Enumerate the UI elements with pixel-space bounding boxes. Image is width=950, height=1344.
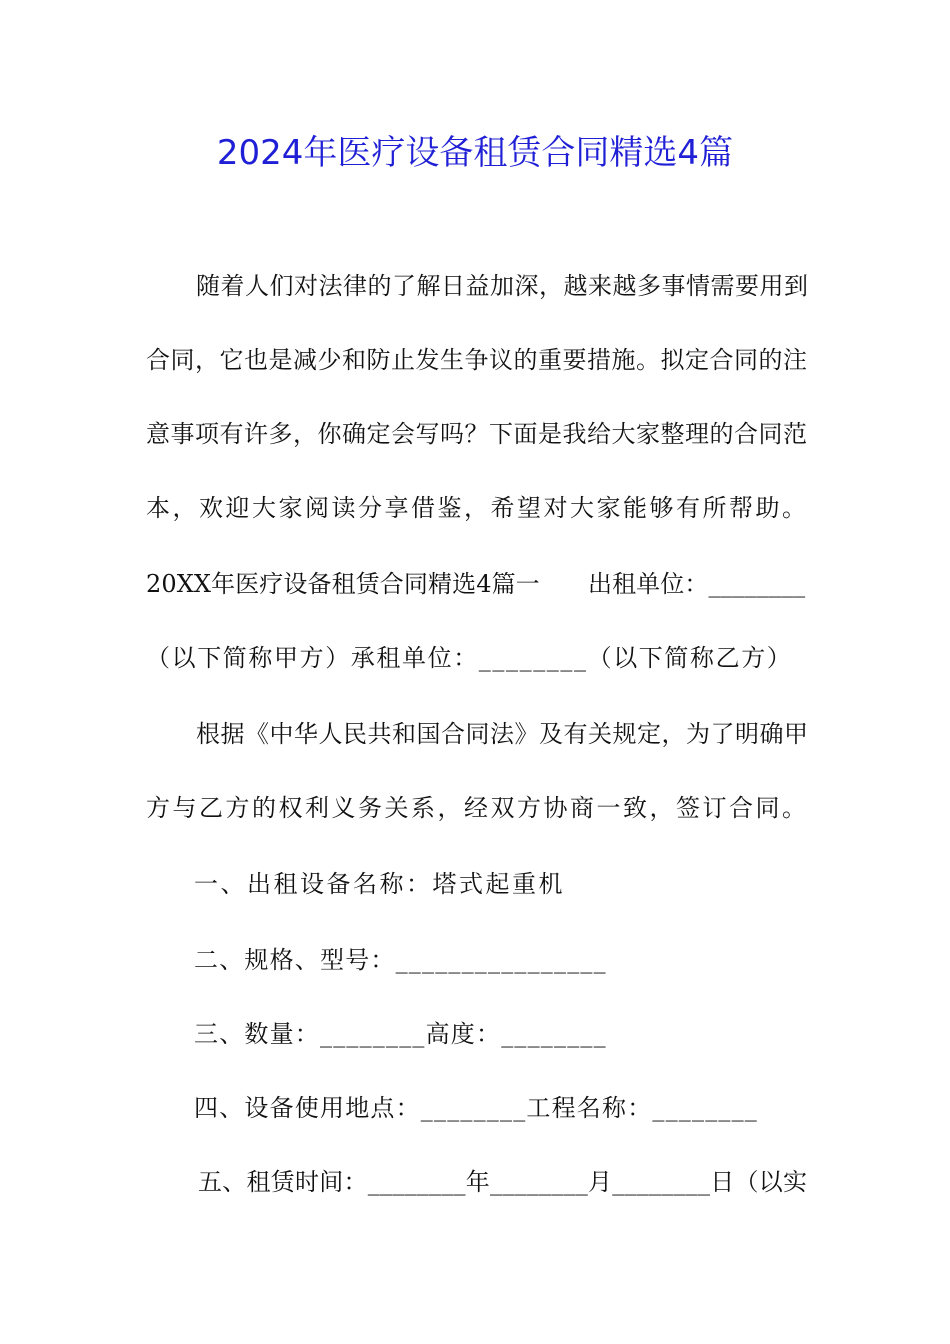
intro-line-4: 本，欢迎大家阅读分享借鉴，希望对大家能够有所帮助。 [146,494,809,522]
clause-1: 一、出租设备名称：塔式起重机 [194,870,565,898]
basis-line-1: 根据《中华人民共和国合同法》及有关规定，为了明确甲 [196,720,809,748]
clause-5: 五、租赁时间：________年________月________日（以实 [198,1168,808,1196]
intro-line-3: 意事项有许多，你确定会写吗？下面是我给大家整理的合同范 [146,420,808,448]
basis-line-2: 方与乙方的权利义务关系，经双方协商一致，签订合同。 [146,794,809,822]
clause-2: 二、规格、型号：________________ [194,946,607,974]
document-title: 2024年医疗设备租赁合同精选4篇 [216,133,734,173]
contract-heading-line: 20XX年医疗设备租赁合同精选4篇一 出租单位：________ [146,570,806,598]
intro-line-2: 合同，它也是减少和防止发生争议的重要措施。拟定合同的注 [146,346,808,374]
clause-4: 四、设备使用地点：________工程名称：________ [194,1094,758,1122]
party-line: （以下简称甲方）承租单位：________（以下简称乙方） [146,644,793,672]
intro-line-1: 随着人们对法律的了解日益加深，越来越多事情需要用到 [196,272,809,300]
clause-3: 三、数量：________高度：________ [194,1020,607,1048]
